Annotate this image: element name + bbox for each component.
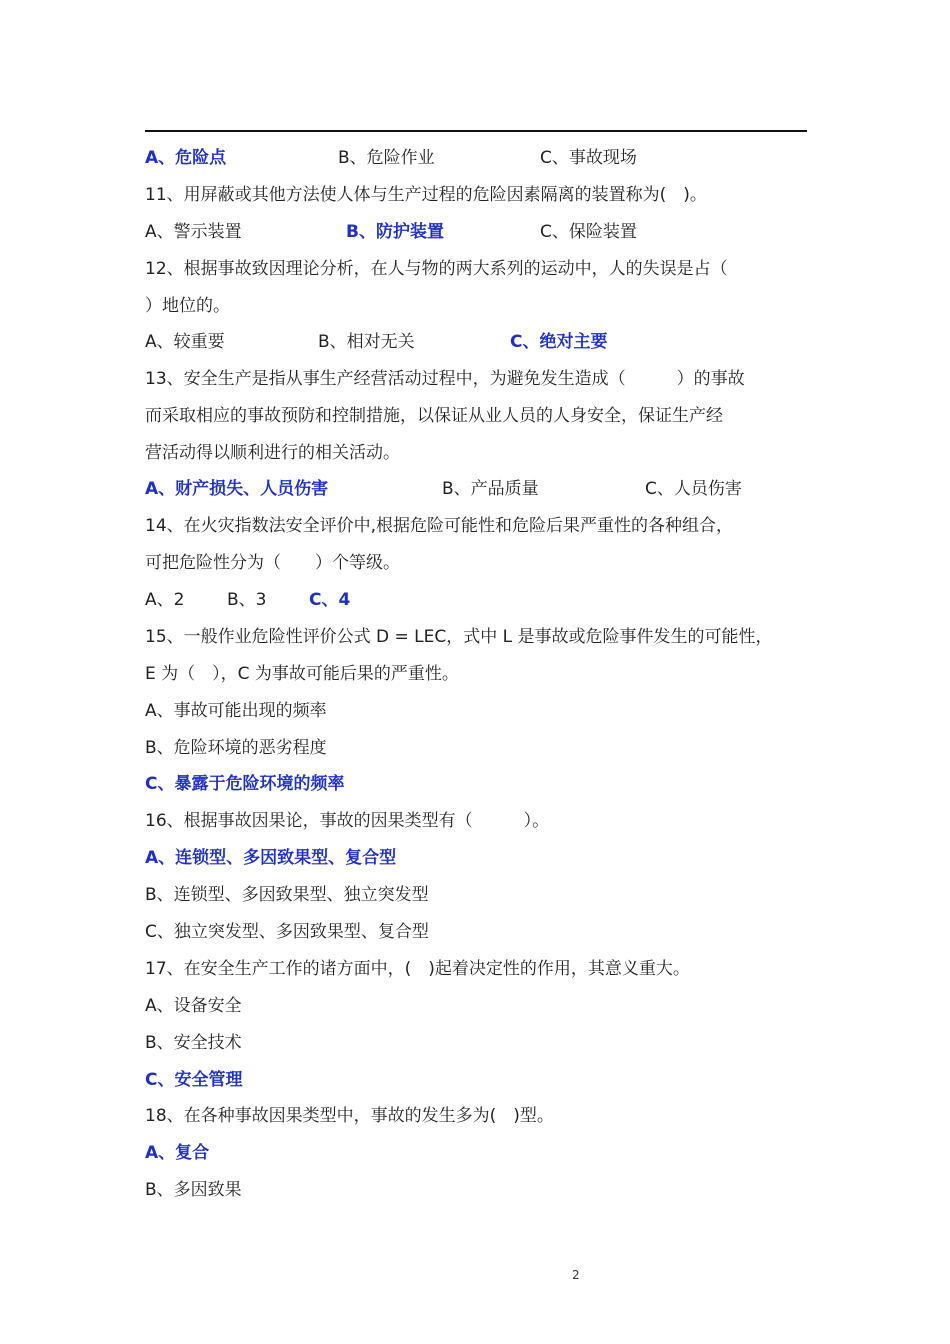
- option-a: A、警示装置: [145, 222, 242, 242]
- option-c: C、保险装置: [540, 222, 637, 242]
- option-b: B、安全技术: [145, 1033, 242, 1053]
- header-rule: [145, 130, 807, 132]
- question-13-cont: 而采取相应的事故预防和控制措施，以保证从业人员的人身安全，保证生产经: [145, 406, 723, 426]
- option-c: C、人员伤害: [645, 479, 742, 499]
- option-c: C、独立突发型、多因致果型、复合型: [145, 922, 429, 942]
- option-a: A、较重要: [145, 332, 225, 352]
- option-c-correct: C、暴露于危险环境的频率: [145, 774, 345, 794]
- option-c-correct: C、安全管理: [145, 1070, 243, 1090]
- question-14: 14、在火灾指数法安全评价中,根据危险可能性和危险后果严重性的各种组合，: [145, 516, 734, 536]
- option-a-correct: A、财产损失、人员伤害: [145, 479, 329, 499]
- option-a-correct: A、危险点: [145, 148, 227, 168]
- option-c-correct: C、4: [309, 590, 351, 610]
- question-15: 15、一般作业危险性评价公式 D = LEC，式中 L 是事故或危险事件发生的可能性，: [145, 627, 773, 647]
- option-b: B、危险作业: [338, 148, 435, 168]
- option-b: B、相对无关: [318, 332, 415, 352]
- question-18: 18、在各种事故因果类型中，事故的发生多为( )型。: [145, 1106, 554, 1126]
- question-14-cont: 可把危险性分为（ ）个等级。: [145, 553, 400, 573]
- option-c: C、事故现场: [540, 148, 637, 168]
- question-17: 17、在安全生产工作的诸方面中，( )起着决定性的作用，其意义重大。: [145, 959, 690, 979]
- option-b: B、产品质量: [442, 479, 539, 499]
- options-row: [145, 220, 807, 244]
- question-13: 13、安全生产是指从事生产经营活动过程中，为避免发生造成（ ）的事故: [145, 369, 745, 389]
- option-a: A、设备安全: [145, 996, 242, 1016]
- question-12-cont: ）地位的。: [145, 296, 230, 316]
- options-row: [145, 477, 807, 501]
- option-c-correct: C、绝对主要: [510, 332, 608, 352]
- option-b: B、危险环境的恶劣程度: [145, 738, 327, 758]
- option-a-correct: A、连锁型、多因致果型、复合型: [145, 848, 397, 868]
- options-row: [145, 146, 807, 170]
- page-number: 2: [572, 1268, 580, 1282]
- option-a: A、事故可能出现的频率: [145, 701, 327, 721]
- options-row: [145, 330, 807, 354]
- option-a: A、2: [145, 590, 185, 610]
- question-11: 11、用屏蔽或其他方法使人体与生产过程的危险因素隔离的装置称为( )。: [145, 185, 707, 205]
- question-13-cont: 营活动得以顺利进行的相关活动。: [145, 443, 400, 463]
- question-16: 16、根据事故因果论，事故的因果类型有（ ）。: [145, 811, 550, 831]
- option-b: B、多因致果: [145, 1180, 242, 1200]
- option-b: B、连锁型、多因致果型、独立突发型: [145, 885, 429, 905]
- option-a-correct: A、复合: [145, 1143, 210, 1163]
- option-b: B、3: [227, 590, 267, 610]
- option-b-correct: B、防护装置: [346, 222, 444, 242]
- question-15-cont: E 为（ ），C 为事故可能后果的严重性。: [145, 664, 459, 684]
- options-row: [145, 588, 807, 612]
- question-12: 12、根据事故致因理论分析，在人与物的两大系列的运动中，人的失误是占（: [145, 259, 728, 279]
